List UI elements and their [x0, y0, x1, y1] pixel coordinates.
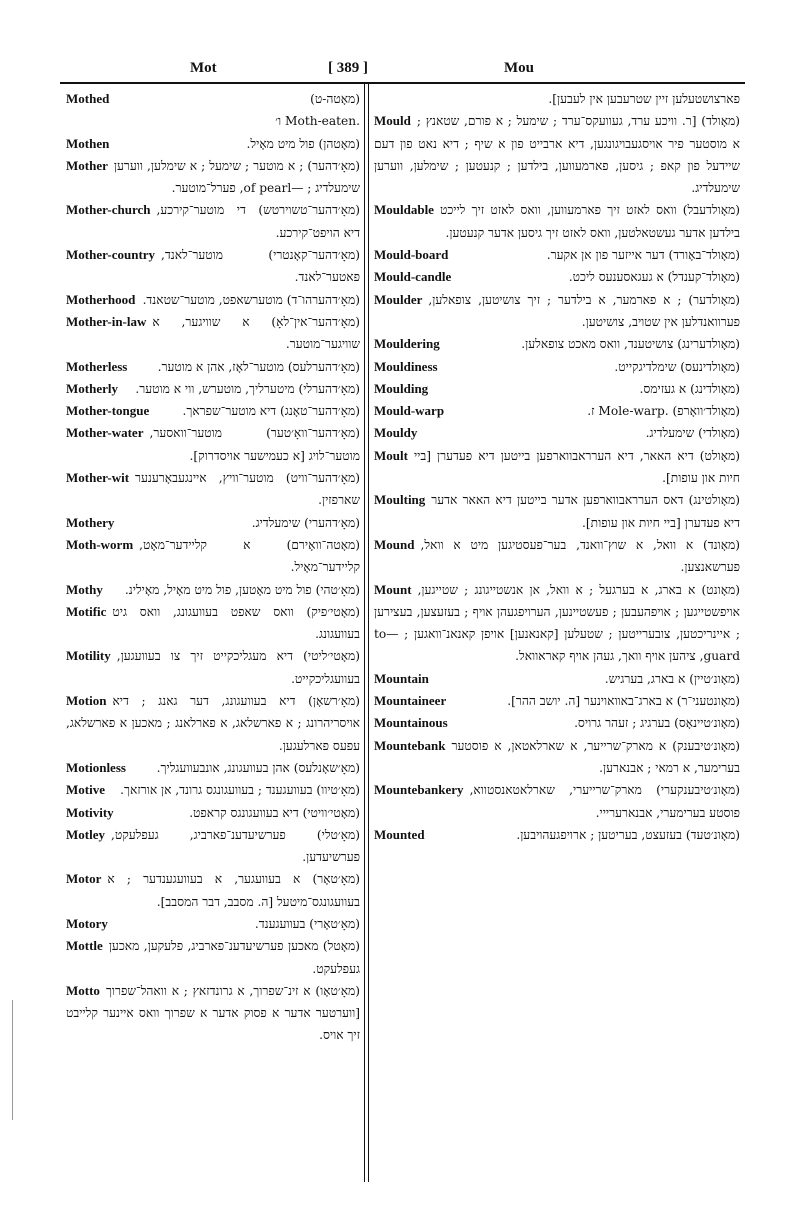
dictionary-entry: [374, 579, 740, 668]
dictionary-entry: [66, 935, 360, 980]
dictionary-entry: [374, 88, 740, 110]
page-number: [ 389 ]: [328, 60, 368, 76]
definition-text: (מאָטה־וואָירם) א קליידער־מאָט, קליידער־מאָיל.: [139, 537, 360, 575]
headword: Motionless: [66, 759, 126, 775]
dictionary-entry: [66, 802, 360, 824]
dictionary-entry: [374, 779, 740, 824]
definition-text: (מאָ׳טאָרי) בעוועגענד.: [254, 916, 360, 931]
dictionary-entry: [374, 378, 740, 400]
definition-text: (מאָטהן) פול מיט מאָיל.: [246, 136, 360, 151]
definition-text: (מאָולדי) שימעלדיג.: [645, 426, 740, 441]
headword: Mounted: [374, 826, 425, 842]
dictionary-entry: [66, 913, 360, 935]
headword: Motto: [66, 982, 100, 998]
headword: Motive: [66, 782, 105, 798]
dictionary-entry: [66, 757, 360, 779]
dictionary-entry: [374, 489, 740, 534]
headword: Mother-in-law: [66, 313, 147, 329]
headword: Mountaineer: [374, 693, 447, 709]
dictionary-entry: [66, 378, 360, 400]
definition-text: (מאָ׳דהער־אין־לאָ) א שוויגער, א שוויגער־מוטער.: [152, 314, 360, 352]
headword: Mothed: [66, 91, 110, 106]
headword: Mother-tongue: [66, 403, 150, 419]
right-guide-word: Mou: [504, 60, 534, 76]
definition-text: (מאָונ׳טיבענק) א מארק־שרייער, א שארלאטאן, א פוסטער בערימער, א רמאי ; אבנארען.: [451, 738, 740, 775]
dictionary-entry: [66, 980, 360, 1047]
headword: Mouldy: [374, 425, 418, 441]
dictionary-entry: [374, 400, 740, 422]
definition-text: (מאָ׳דהער־וויט) מוטער־וויץ, איינגעבאָרענער שארפזין.: [135, 471, 360, 508]
definition-text: (מאָולד־באָורד) דער אייזער פון אן אקער.: [546, 248, 740, 263]
definition-text: פארצושטעלען זיין שטרעבען אין לעבען].: [548, 92, 740, 106]
headword: Mothy: [66, 581, 103, 597]
dictionary-entry: [66, 467, 360, 512]
dictionary-entry: [66, 824, 360, 869]
column-divider: [364, 84, 365, 1182]
headword: Mother-wit: [66, 470, 130, 486]
headword: Mountain: [374, 670, 429, 686]
definition-text: (מאָ׳דהערי) שימעלדיג.: [251, 515, 360, 530]
dictionary-entry: [66, 422, 360, 467]
definition-text: (מאָטה-ט): [310, 92, 360, 106]
definition-text: (מאָ׳דהער־טאָנג) דיא מוטער־שפראך.: [182, 404, 360, 419]
headword: Mountebank: [374, 737, 446, 753]
headword: Mouldiness: [374, 358, 438, 374]
definition-text: (מאָ׳דהערלי) מיטערליך, מוטערש, ווי א מוטער.: [135, 381, 360, 396]
definition-text: (מאָולדינעס) שימלדיגקייט.: [614, 359, 740, 374]
dictionary-entry: [66, 356, 360, 378]
dictionary-entry: [66, 155, 360, 200]
definition-text: (מאָונ׳טעד) בעזעצט, בעריטען ; ארויפגעהויבען.: [516, 827, 740, 842]
definition-text: (מאָולט) דיא האאר, דיא הערראבווארפען בייטען דיא פעדערן [ביי חיות און עופות].: [413, 448, 740, 486]
dictionary-entry: [66, 512, 360, 534]
headword: Moulding: [374, 380, 429, 396]
definition-text: (מאָטל) מאכען פערשיעדענ־פארביג, פלעקען, מאכען געפלעקט.: [108, 939, 360, 976]
definition-text: (מאָונטעני־ר) א בארג־באוואוינער [ה. יושב ההר].: [507, 694, 740, 709]
headword: Motion: [66, 693, 107, 709]
dictionary-entry: [66, 199, 360, 244]
definition-text: (מאָונד) א וואל, א שוץ־וואנד, בער־פעסטיגען מיט א וואל, פערשאנצען.: [420, 537, 740, 575]
headword: Moth-worm: [66, 536, 134, 552]
headword: Motherless: [66, 358, 128, 374]
headword: Motific: [66, 603, 107, 619]
headword: Motley: [66, 826, 105, 842]
headword: Mother-water: [66, 425, 144, 441]
dictionary-entry: [374, 356, 740, 378]
dictionary-entry: [66, 601, 360, 646]
headword: Mount: [374, 581, 412, 597]
definition-text: (מאָולטינג) דאס הערראבווארפען אדער בייטען דיא האאר אדער דיא פעדערן [ביי חיות און עופות].: [431, 493, 740, 530]
definition-text: (מאָונ׳טיינאָס) בערגיג ; זעהר גרויס.: [574, 716, 740, 731]
dictionary-entry: [374, 690, 740, 712]
definition-text: (מאָ׳דהערהו־ד) מוטערשאפט, מוטער־שטאנד.: [142, 292, 360, 307]
headword: Mouldable: [374, 202, 434, 218]
dictionary-entry: [66, 779, 360, 801]
headword: Motor: [66, 871, 102, 887]
definition-text: (מאָטי׳וויטי) דיא בעוועגונגס קראפט.: [189, 805, 360, 820]
column-divider: [368, 84, 369, 1182]
definition-text: (מאָולד־קענדל) א געגאסענעס ליכט.: [568, 270, 740, 285]
definition-text: (מאָונ׳טיבענקערי) מארק־שרייערי, שארלאטאנסטווא, פוסטע בערימערי, אבנארערייי.: [469, 783, 740, 820]
headword: Mould-warp: [374, 403, 445, 419]
definition-text: (מאָ׳טאָו) א זינ־שפרוך, א גרונדזאץ ; א וואהל־שפרוך [ווערטער אדער א פסוק אדער א שפרוך וואס איינער קלייבט זיך אויס.: [66, 983, 360, 1043]
definition-text: (מאָולדער) ; א פארמער, א בילדער ; זיך צושיטען, צופאלען, פערוואנדלען אין שטויב, צושיטען.: [428, 292, 740, 329]
definition-text: (מאָ׳דהערלעס) מוטער־לאָז, אהן א מוטער.: [157, 359, 360, 374]
headword: Mountainous: [374, 715, 448, 731]
definition-text: (מאָ׳טלי) פערשיעדענ־פארביג, געפלעקט, פערשיעדען.: [110, 827, 360, 865]
definition-text: (מאָ׳רשאָן) דיא בעוועגונג, דער גאנג ; דיא אויסריהרונג ; א פארשלאג, א פארלאנג ; מאכען א פארשלאג, עפעס פארלעגען.: [66, 694, 360, 753]
headword: Mountebankery: [374, 782, 464, 798]
headword: Mouldering: [374, 336, 440, 352]
dictionary-entry: [66, 289, 360, 311]
dictionary-entry: [374, 668, 740, 690]
definition-text: (מאָ׳דהער־וואָ׳טער) מוטער־וואסער, מוטער־לויג [א כעמישער אויסדרוק].: [149, 426, 360, 463]
dictionary-entry: [66, 400, 360, 422]
running-head: [60, 58, 740, 82]
definition-text: (מאָולד׳וואָרפ) .Mole-warp ז.: [587, 404, 740, 419]
definition-text: (מאָולד) [ר. וויכע ערד, געוועקס־ערד ; שימעל ; א פורם, שטאנץ ; א מוסטער פיר אויסגעבויגונגען, דיא ארבייט פון א שיף ; דיא נאט פון דעם שיידעל פון קאפ ; גיסען, פארמעווען, בילדען ; קנעטען ; שימלען, ווערען שימעלדיג.: [374, 114, 740, 196]
cross-reference: .Moth-eaten ו׳: [275, 114, 360, 129]
dictionary-entry: [374, 445, 740, 490]
dictionary-entry: [66, 244, 360, 289]
dictionary-entry: [374, 244, 740, 266]
definition-text: (מאָ׳דהער־טשוירטש) די מוטער־קירכע, דיא הויפט־קירכע.: [156, 203, 360, 240]
headword: Moult: [374, 447, 408, 463]
dictionary-entry: [374, 422, 740, 444]
headword: Mound: [374, 536, 415, 552]
dictionary-entry: [374, 824, 740, 846]
headword: Motherly: [66, 380, 118, 396]
headword: Motherhood: [66, 291, 136, 307]
dictionary-entry: [66, 645, 360, 690]
dictionary-entry: [374, 110, 740, 199]
dictionary-entry: [374, 735, 740, 780]
dictionary-entry: [66, 88, 360, 133]
definition-text: (מאָ׳טיוו) בעוועגענד ; בעוועגונגס גרונד, אן אורזאך.: [120, 783, 360, 798]
headword: Motivity: [66, 804, 114, 820]
definition-text: (מאָ׳שאָנלעס) אהן בעוועגונג, אונבעוועגליך.: [156, 760, 360, 775]
dictionary-entry: [374, 199, 740, 244]
dictionary-entry: [374, 333, 740, 355]
definition-text: (מאָולדערינג) צושיטענד, וואס מאכט צופאלען.: [521, 337, 740, 352]
definition-text: (מאָולדינג) א געזימס.: [639, 381, 740, 396]
dictionary-entry: [374, 712, 740, 734]
definition-text: (מאָונט) א בארג, א בערגעל ; א וואל, אן אנשטייגונג ; שטייגען, אויפשטייגען ; אויפהעבען ; פעשטיינען, הערויפגעהן אויף ; בעזעצען, בעצירען ; איינריכטען, צובערייטען ; שטעלען [קאנאנען] אויפן קאנאנ־וואגען ; to—guard, ציהען אויף וואך, געהן אויף קאראוואל.: [374, 582, 740, 664]
headword: Mother-country: [66, 247, 156, 263]
definition-text: (מאָטי׳ליטי) דיא מעגליכקייט זיך צו בעוועגען, בעוועגליכקייט.: [116, 649, 360, 686]
dictionary-entry: [66, 690, 360, 757]
definition-text: (מאָולדעבל) וואס לאזט זיך פארמעווען, וואס לאזט זיך לייכט בילדען אדער געשטאלטען, וואס לאזט זיך גיסען אדער קנעטען.: [439, 203, 740, 240]
headword: Mothery: [66, 514, 115, 530]
headword: Mother-church: [66, 202, 151, 218]
header-rule: [60, 82, 745, 84]
dictionary-entry: [66, 311, 360, 356]
headword: Mould-board: [374, 247, 449, 263]
definition-text: (מאָטי׳פיק) וואס שאפט בעוועגונג, וואס גיט בעוועגונג.: [112, 604, 360, 642]
definition-text: (מאָ׳טהי) פול מיט מאָטען, פול מיט מאָיל, מאָילינ.: [124, 582, 360, 597]
definition-text: (מאָונ׳טיין) א בארג, בערגיש.: [604, 671, 740, 686]
definition-text: (מאָ׳טאָר) א בעוועגער, א בעוועגענדער ; א בעוועגונגס־מיטעל [ה. מסבב, דבר המסבב].: [107, 872, 360, 909]
headword: Moulder: [374, 291, 423, 307]
headword: Motory: [66, 915, 108, 931]
dictionary-entry: [66, 534, 360, 579]
headword: Mottle: [66, 938, 103, 954]
dictionary-entry: [66, 868, 360, 913]
headword: Mothen: [66, 135, 110, 151]
right-column: [374, 88, 740, 846]
definition-text: (מאָ׳דהער־קאָנטרי) מוטער־לאנד, פאטער־לאנד.: [161, 248, 360, 285]
dictionary-entry: [374, 534, 740, 579]
headword: Moulting: [374, 492, 426, 508]
headword: Mother: [66, 157, 108, 173]
dictionary-entry: [374, 289, 740, 334]
headword: Motility: [66, 648, 111, 664]
headword: Mould-candle: [374, 269, 452, 285]
dictionary-entry: [374, 266, 740, 288]
margin-line: [12, 1000, 13, 1120]
left-column: [66, 88, 360, 1047]
dictionary-entry: [66, 579, 360, 601]
left-guide-word: Mot: [190, 60, 217, 76]
definition-text: (מאָ׳דהער) ; א מוטער ; שימעל ; א שימלען, ווערען שימעלדיג ; —of pearl, פערל־מוטער.: [113, 158, 360, 196]
dictionary-entry: [66, 133, 360, 155]
headword: Mould: [374, 113, 411, 129]
